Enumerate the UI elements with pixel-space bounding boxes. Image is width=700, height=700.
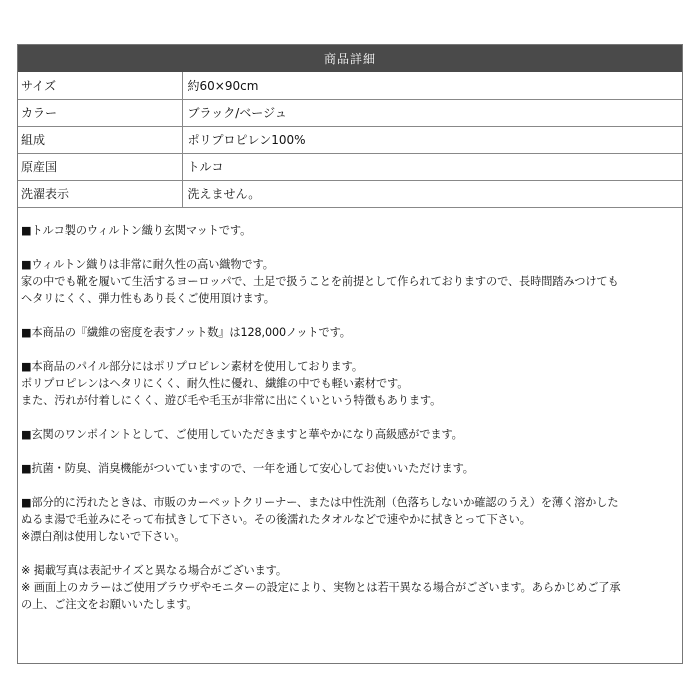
spec-label: サイズ [18, 72, 182, 99]
product-details-panel [17, 44, 683, 664]
description-line: ■ウィルトン織りは非常に耐久性の高い織物です。 [21, 257, 274, 271]
description-line: ■本商品のパイル部分にはポリプロピレン素材を使用しております。 [21, 359, 363, 373]
description-line: ポリプロピレンはヘタリにくく、耐久性に優れ、繊維の中でも軽い素材です。 [21, 376, 409, 390]
description-paragraph [21, 324, 678, 341]
description-line: ■玄関のワンポイントとして、ご使用していただきますと華やかになり高級感がでます。 [21, 427, 463, 441]
description-line: 家の中でも靴を履いて生活するヨーロッパで、土足で扱うことを前提として作られておりますので、長時間踏みつけても [21, 274, 619, 288]
description-paragraph [21, 460, 678, 477]
spec-row-size [18, 72, 682, 99]
description-line: ■本商品の『繊維の密度を表すノット数』は128,000ノットです。 [21, 325, 351, 339]
section-title: 商品詳細 [18, 45, 682, 72]
description-line: また、汚れが付着しにくく、遊び毛や毛玉が非常に出にくいという特徴もあります。 [21, 393, 442, 407]
spec-row-washing [18, 180, 682, 207]
spec-row-composition [18, 126, 682, 153]
description-paragraph [21, 222, 678, 239]
spec-value: ポリプロピレン100% [182, 126, 682, 153]
product-description [18, 208, 682, 613]
description-line: ■部分的に汚れたときは、市販のカーペットクリーナー、または中性洗剤（色落ちしないか確認のうえ）を薄く溶かした [21, 495, 619, 509]
description-line: ※ 掲載写真は表記サイズと異なる場合がございます。 [21, 563, 287, 577]
spec-table [18, 72, 682, 208]
description-line: ※ 画面上のカラーはご使用ブラウザやモニターの設定により、実物とは若干異なる場合がございます。あらかじめご了承 [21, 580, 621, 594]
spec-label: 原産国 [18, 153, 182, 180]
spec-label: カラー [18, 99, 182, 126]
description-paragraph [21, 494, 678, 545]
description-paragraph [21, 358, 678, 409]
description-paragraph [21, 256, 678, 307]
description-line: ■抗菌・防臭、消臭機能がついていますので、一年を通して安心してお使いいただけます。 [21, 461, 474, 475]
description-line: ヘタリにくく、弾力性もあり長くご使用頂けます。 [21, 291, 275, 305]
spec-value: ブラック/ベージュ [182, 99, 682, 126]
spec-value: トルコ [182, 153, 682, 180]
spec-row-color [18, 99, 682, 126]
spec-label: 洗濯表示 [18, 180, 182, 207]
description-paragraph [21, 426, 678, 443]
description-paragraph [21, 562, 678, 613]
spec-label: 組成 [18, 126, 182, 153]
spec-value: 約60×90cm [182, 72, 682, 99]
spec-value: 洗えません。 [182, 180, 682, 207]
description-line: の上、ご注文をお願いいたします。 [21, 597, 198, 611]
description-line: ※漂白剤は使用しないで下さい。 [21, 529, 186, 543]
spec-row-origin [18, 153, 682, 180]
description-line: ■トルコ製のウィルトン織り玄関マットです。 [21, 223, 252, 237]
description-line: ぬるま湯で毛並みにそって布拭きして下さい。その後濡れたタオルなどで速やかに拭きとって下さい。 [21, 512, 531, 526]
